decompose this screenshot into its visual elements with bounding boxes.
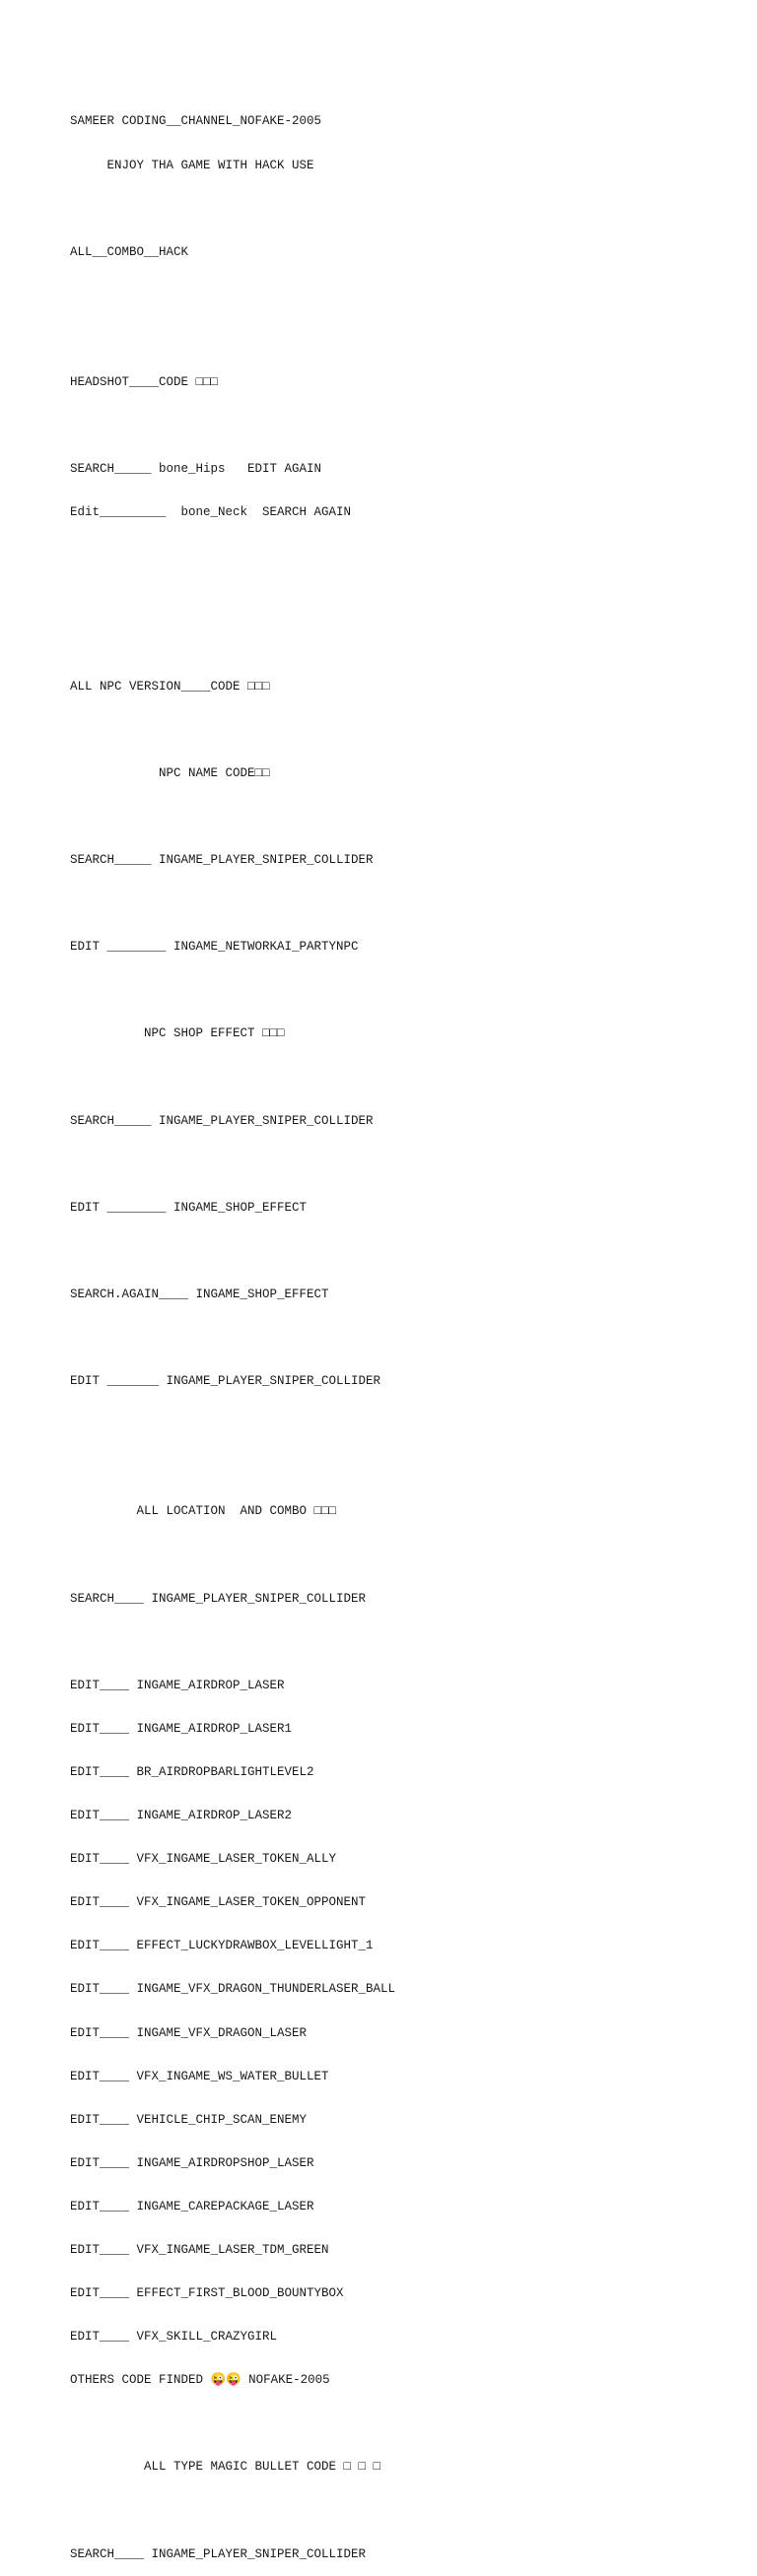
text-line <box>70 332 395 347</box>
text-line: HEADSHOT____CODE □□□ <box>70 374 219 389</box>
text-line: SEARCH_____ INGAME_PLAYER_SNIPER_COLLIDER <box>70 853 374 867</box>
text-line: EDIT____ INGAME_VFX_DRAGON_THUNDERLASER_BALL <box>70 1982 396 1997</box>
text-line: EDIT____ INGAME_AIRDROP_LASER2 <box>70 1809 293 1823</box>
text-line: OTHERS CODE FINDED 😜😜 NOFAKE-2005 <box>70 2373 330 2388</box>
text-line: EDIT____ EFFECT_LUCKYDRAWBOX_LEVELLIGHT_1 <box>70 1939 374 1953</box>
text-line: SAMEER CODING__CHANNEL_NOFAKE-2005 <box>70 114 322 129</box>
text-line: EDIT____ INGAME_AIRDROPSHOP_LASER <box>70 2155 314 2170</box>
text-line <box>70 723 395 738</box>
text-line: SEARCH.AGAIN____ INGAME_SHOP_EFFECT <box>70 1287 329 1301</box>
text-line: Edit_________ bone_Neck SEARCH AGAIN <box>70 505 352 520</box>
text-line: EDIT ________ INGAME_SHOP_EFFECT <box>70 1200 308 1215</box>
text-line: EDIT____ EFFECT_FIRST_BLOOD_BOUNTYBOX <box>70 2286 344 2301</box>
text-line: EDIT ________ INGAME_NETWORKAI_PARTYNPC <box>70 940 359 955</box>
text-line: EDIT____ VFX_SKILL_CRAZYGIRL <box>70 2330 278 2345</box>
text-line <box>70 1157 395 1172</box>
text-line: EDIT____ VFX_INGAME_WS_WATER_BULLET <box>70 2069 329 2083</box>
text-line <box>70 549 395 563</box>
text-line: EDIT____ INGAME_VFX_DRAGON_LASER <box>70 2025 308 2040</box>
text-line: EDIT____ INGAME_CAREPACKAGE_LASER <box>70 2199 314 2213</box>
text-line: ENJOY THA GAME WITH HACK USE <box>70 158 314 172</box>
text-line: SEARCH_____ INGAME_PLAYER_SNIPER_COLLIDER <box>70 1113 374 1128</box>
text-line: EDIT____ VEHICLE_CHIP_SCAN_ENEMY <box>70 2112 308 2127</box>
text-line: EDIT____ VFX_INGAME_LASER_TDM_GREEN <box>70 2243 329 2257</box>
text-line: NPC NAME CODE□□ <box>70 765 270 780</box>
text-line: SEARCH____ INGAME_PLAYER_SNIPER_COLLIDER <box>70 2546 367 2561</box>
text-line: ALL LOCATION AND COMBO □□□ <box>70 1504 337 1519</box>
text-line <box>70 1418 395 1432</box>
text-line <box>70 1549 395 1563</box>
text-line <box>70 636 395 651</box>
text-line <box>70 810 395 825</box>
text-line: NPC SHOP EFFECT □□□ <box>70 1026 285 1041</box>
text-line: ALL__COMBO__HACK <box>70 244 189 259</box>
text-line: EDIT____ INGAME_AIRDROP_LASER1 <box>70 1721 293 1736</box>
text-line: ALL TYPE MAGIC BULLET CODE □ □ □ <box>70 2460 381 2475</box>
text-line <box>70 2416 395 2431</box>
text-line <box>70 1635 395 1650</box>
text-line <box>70 592 395 607</box>
text-line <box>70 1331 395 1346</box>
text-line: EDIT____ BR_AIRDROPBARLIGHTLEVEL2 <box>70 1764 314 1779</box>
text-line: EDIT _______ INGAME_PLAYER_SNIPER_COLLIDER <box>70 1374 381 1389</box>
text-line <box>70 419 395 433</box>
text-line <box>70 289 395 303</box>
text-line: EDIT____ INGAME_AIRDROP_LASER <box>70 1678 285 1692</box>
text-line: ALL NPC VERSION____CODE □□□ <box>70 679 270 694</box>
text-line <box>70 1461 395 1476</box>
text-line: EDIT____ VFX_INGAME_LASER_TOKEN_OPPONENT <box>70 1895 367 1910</box>
text-line <box>70 896 395 911</box>
text-line: SEARCH_____ bone_Hips EDIT AGAIN <box>70 462 322 477</box>
text-line <box>70 202 395 217</box>
text-line: EDIT____ VFX_INGAME_LASER_TOKEN_ALLY <box>70 1852 337 1867</box>
text-line <box>70 983 395 998</box>
text-line <box>70 1070 395 1085</box>
document-text <box>70 86 395 2576</box>
text-line: SEARCH____ INGAME_PLAYER_SNIPER_COLLIDER <box>70 1591 367 1606</box>
text-line <box>70 2504 395 2519</box>
text-line <box>70 1244 395 1259</box>
